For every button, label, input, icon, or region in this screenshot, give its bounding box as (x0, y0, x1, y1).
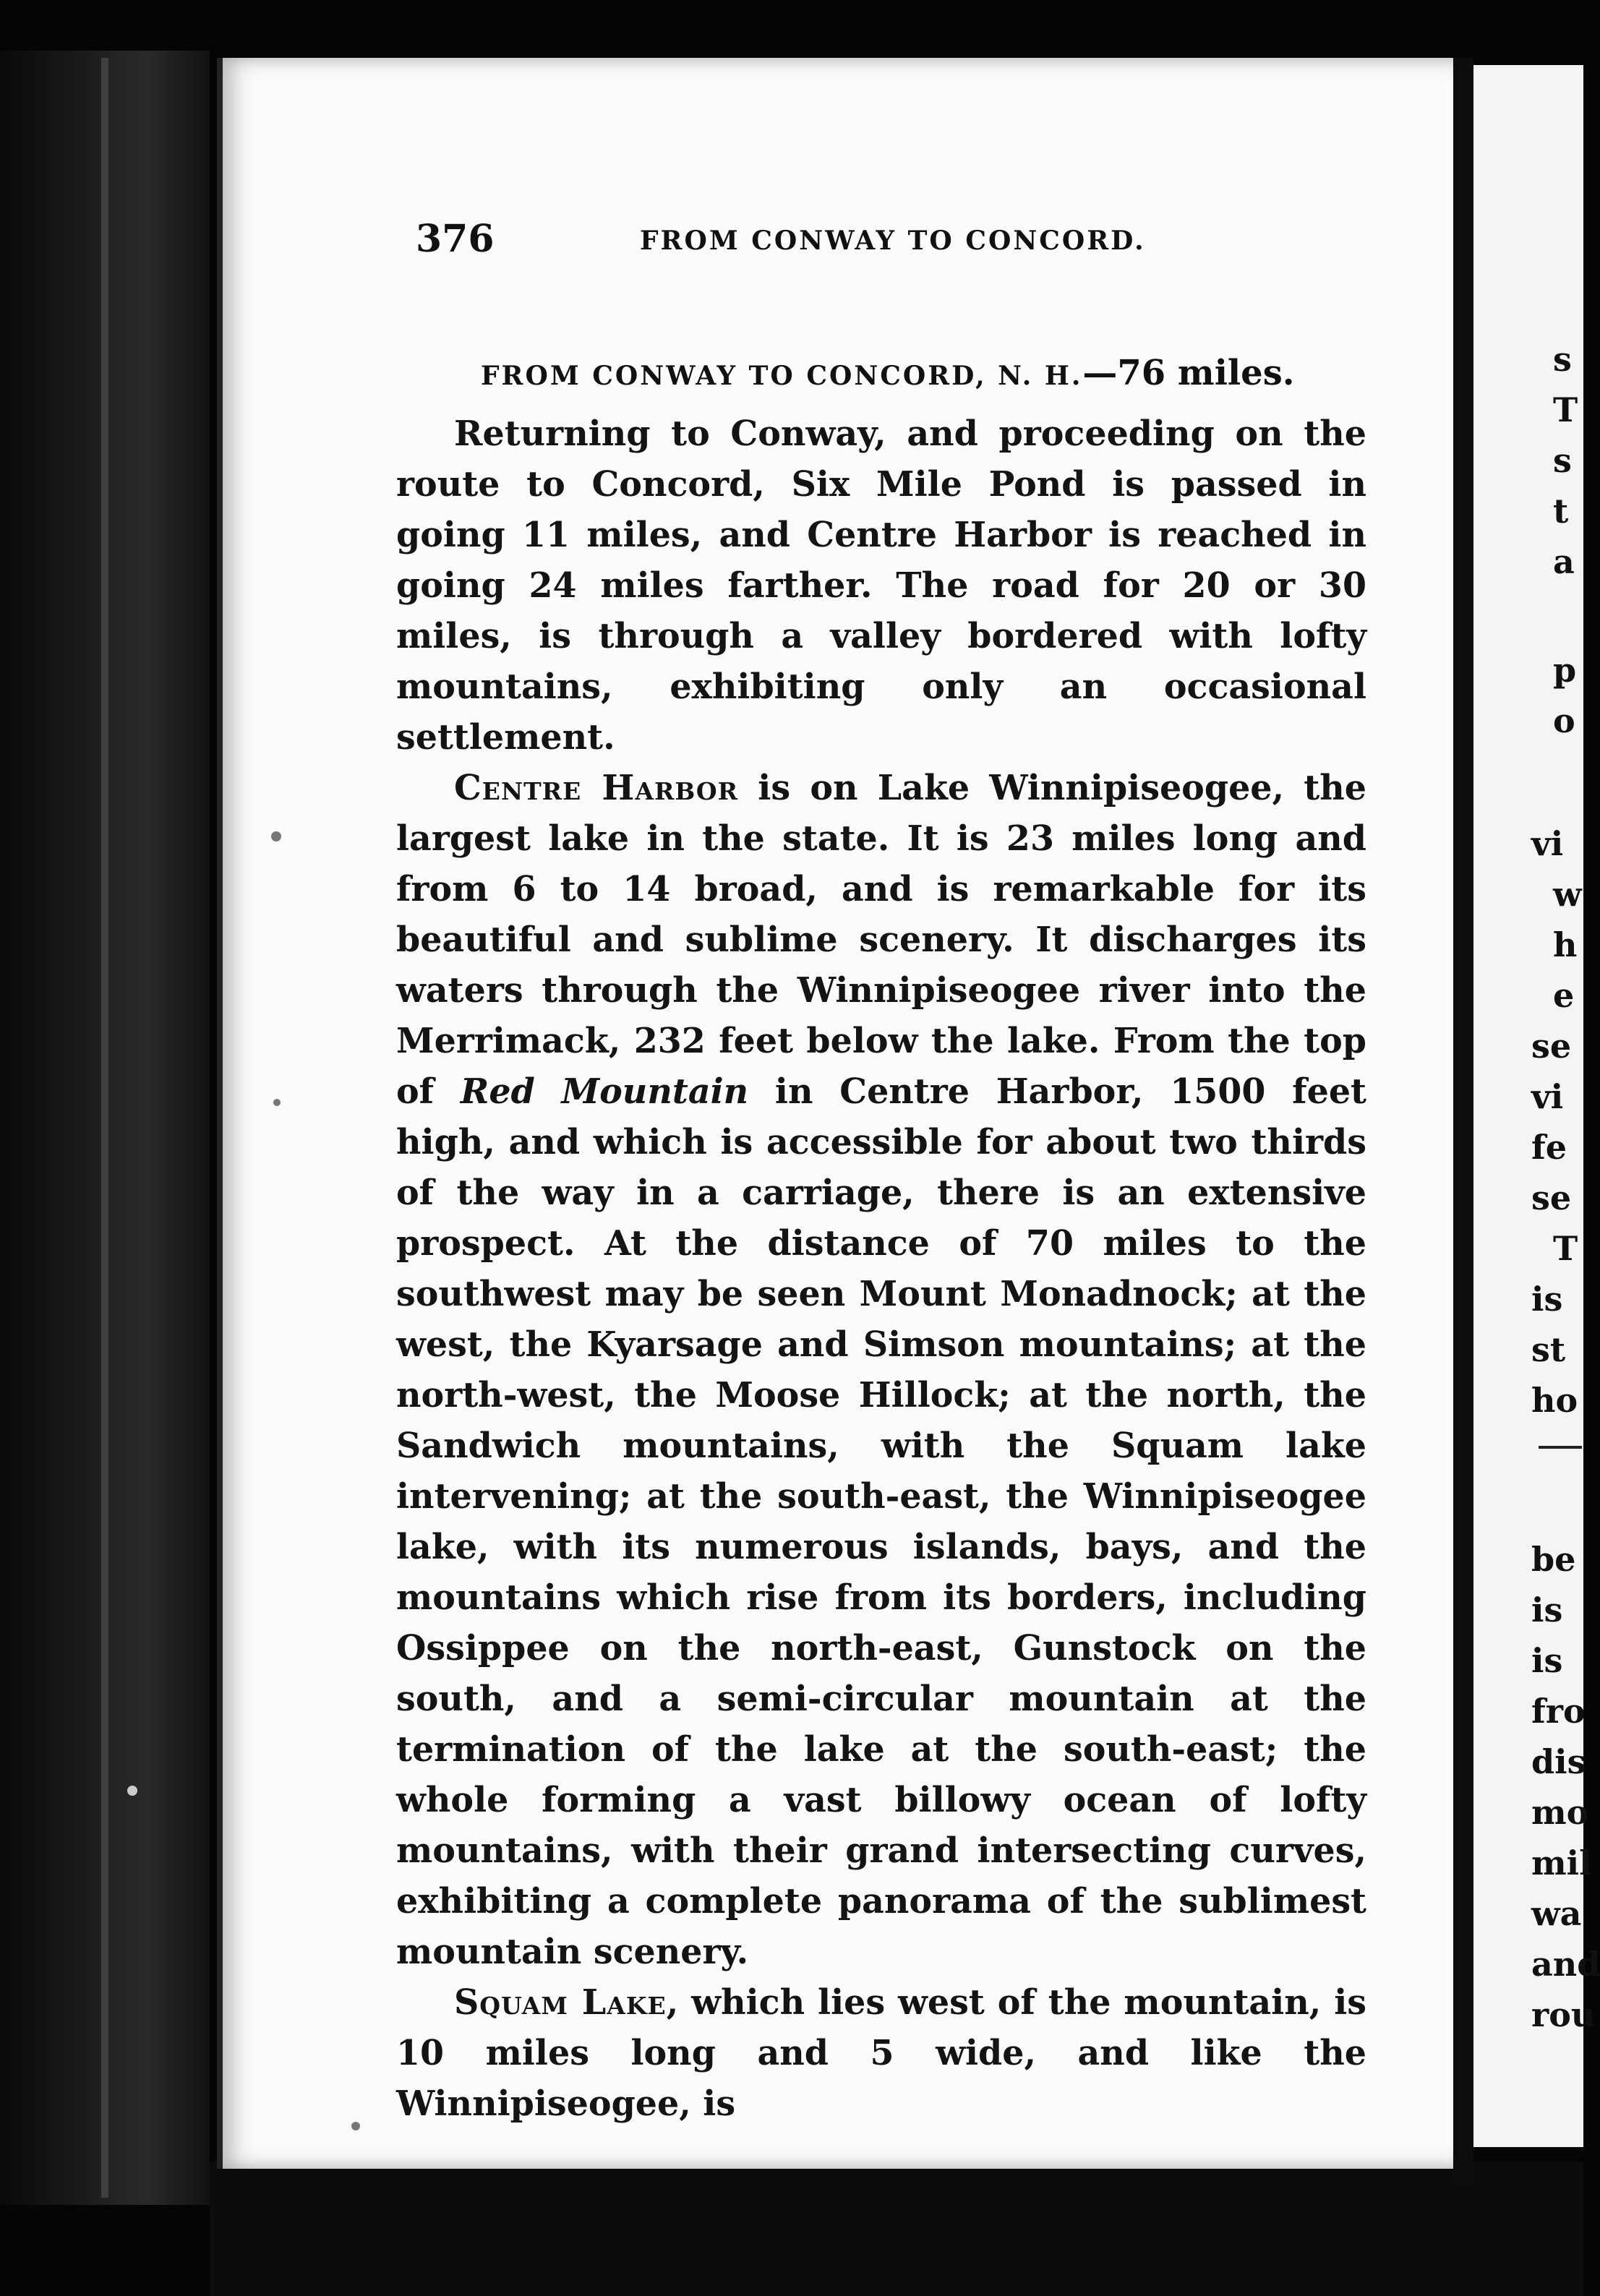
facing-page-fragment: wa (1531, 1894, 1582, 1933)
facing-page-fragment: s (1553, 340, 1572, 379)
facing-page-fragment: e (1553, 976, 1575, 1015)
italic-term: Red Mountain (460, 1071, 749, 1112)
section-heading-distance: —76 miles. (1082, 353, 1295, 393)
scan-speck (271, 831, 281, 841)
facing-page-fragment: rou (1531, 1995, 1596, 2034)
page-number: 376 (416, 217, 495, 261)
facing-page-rule (1539, 1446, 1582, 1449)
paragraph-text: Returning to Conway, and proceeding on the route to Concord, Six Mile Pond is passed in going 11 miles, and Centre Harbor is reached in going 24 miles farther. The road for 20 or 30 miles, is through a valley bordered with lofty mountains, exhibiting only an occasional settlement. (396, 414, 1366, 758)
running-head: FROM CONWAY TO CONCORD. (640, 226, 1146, 256)
facing-page-fragment: T (1553, 390, 1578, 429)
facing-page-fragment: is (1531, 1590, 1563, 1629)
facing-page-fragment: mil (1531, 1843, 1592, 1882)
facing-page-fragment: se (1531, 1027, 1572, 1066)
page-header (416, 217, 1370, 267)
page-gutter (1453, 58, 1473, 2183)
scan-speck (127, 1786, 137, 1796)
facing-page-fragment: mo (1531, 1793, 1589, 1832)
facing-page-fragment: and (1531, 1945, 1600, 1984)
facing-page-fragment: a (1553, 542, 1575, 581)
facing-page-fragment: dis (1531, 1742, 1586, 1781)
scan-speck (351, 2122, 360, 2130)
scan-speck (273, 1099, 281, 1106)
facing-page-fragment: t (1553, 492, 1569, 531)
facing-page-fragment: st (1531, 1330, 1566, 1369)
facing-page-fragment: vi (1531, 1077, 1564, 1116)
facing-page (1473, 65, 1600, 2147)
paragraph-text: , which lies west of the mountain, is 10 miles long and 5 wide, and like the Winnipiseogee, is (396, 1982, 1366, 2124)
paragraph-returning (396, 408, 1366, 763)
paragraph-centre-harbor (396, 763, 1366, 1977)
facing-page-fragment: T (1553, 1229, 1578, 1268)
paragraph-text: in Centre Harbor, 1500 feet high, and which is accessible for about two thirds of the way in a carriage, there is an extensive prospect. At the distance of 70 miles to the southwest may be seen Mount Monadnock; at the west, the Kyarsage and Simson mountains; at the north-west, the Moose Hillock; at the north, the Sandwich mountains, with the Squam lake intervening; at the south-east, the Winnipiseogee lake, with its numerous islands, bays, and the mountains which rise from its borders, including Ossippee on the north-east, Gunstock on the south, and a semi-circular mountain at the termination of the lake at the south-east; the whole forming a vast billowy ocean of lofty mountains, with their grand intersecting curves, exhibiting a complete panorama of the sublimest mountain scenery. (396, 1071, 1366, 1972)
paragraph-lead-term: Centre Harbor (454, 768, 739, 808)
facing-page-fragment: vi (1531, 824, 1564, 863)
facing-page-fragment: se (1531, 1178, 1572, 1217)
facing-page-fragment: is (1531, 1280, 1563, 1319)
facing-page-fragment: ho (1531, 1381, 1578, 1420)
binding-edge (101, 58, 108, 2198)
paragraph-text: is on Lake Winnipiseogee, the largest lake in the state. It is 23 miles long and from 6 to 14 broad, and is remarkable for its beautiful and sublime scenery. It discharges its waters through the Winnipiseogee river into the Merrimack, 232 feet below the lake. From the top of (396, 768, 1366, 1112)
section-heading-title: FROM CONWAY TO CONCORD, N. H. (481, 361, 1083, 391)
paragraph-squam-lake (396, 1977, 1366, 2129)
facing-page-fragment: o (1553, 701, 1575, 740)
facing-page-text (1473, 65, 1600, 2147)
body-text (396, 408, 1366, 2129)
scan-shadow (210, 2162, 1583, 2296)
facing-page-fragment: be (1531, 1540, 1576, 1579)
facing-page-fragment: w (1553, 875, 1582, 914)
facing-page-fragment: p (1553, 651, 1577, 690)
facing-page-fragment: fro (1531, 1692, 1586, 1731)
facing-page-fragment: is (1531, 1641, 1563, 1680)
paragraph-lead-term: Squam Lake (454, 1982, 667, 2023)
facing-page-fragment: fe (1531, 1128, 1567, 1167)
section-heading (481, 353, 1385, 396)
facing-page-fragment: h (1553, 925, 1578, 964)
facing-page-fragment: s (1553, 441, 1572, 480)
